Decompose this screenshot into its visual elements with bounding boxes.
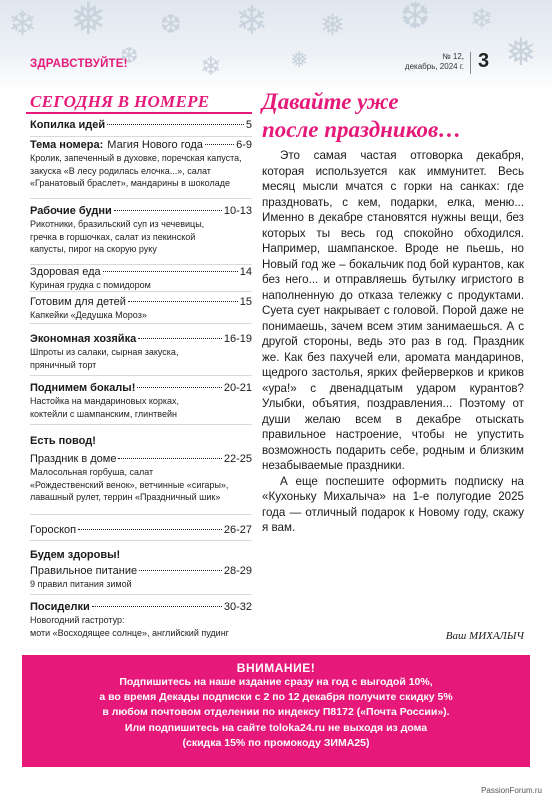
snowflake-icon: ❅ [505, 30, 537, 74]
toc-entry-title: Копилка идей [30, 119, 106, 131]
snowflake-icon: ❅ [320, 8, 346, 43]
toc-entry [30, 452, 252, 504]
divider [30, 514, 252, 515]
header-divider [470, 52, 471, 74]
toc-entry [30, 138, 252, 190]
toc-entry [30, 564, 252, 591]
toc-entry-title: Экономная хозяйка [30, 333, 137, 345]
banner-line: Подпишитесь на наше издание сразу на год с выгодой 10%, [119, 676, 433, 688]
banner-title: ВНИМАНИЕ! [236, 661, 316, 675]
toc-entry [30, 265, 252, 292]
toc-leader-dots [78, 529, 222, 530]
toc-entry-desc: Рикотники, бразильский суп из чечевицы, [30, 219, 205, 229]
divider [30, 594, 252, 595]
toc-entry-desc: Шпроты из салаки, сырная закуска, [30, 347, 179, 357]
toc-entry-title: Правильное питание [30, 565, 138, 577]
toc-entry-desc: Новогодний гастротур: [30, 615, 125, 625]
toc-entry [30, 204, 252, 256]
toc-entry [30, 381, 252, 420]
toc-entry-desc: гречка в горшочках, салат из пекинской [30, 231, 196, 242]
toc-section-title: Есть повод! [30, 435, 96, 447]
snowflake-icon: ❅ [290, 48, 309, 73]
divider [30, 136, 252, 137]
toc-entry-pages: 22-25 [223, 453, 252, 465]
toc-leader-dots [92, 606, 222, 607]
banner-line: (скидка 15% по промокоду ЗИМА25) [182, 736, 370, 749]
watermark: PassionForum.ru [481, 786, 542, 795]
toc-entry-desc: лавашный рулет, террин «Праздничный шик» [30, 492, 221, 502]
toc-leader-dots [205, 144, 234, 145]
toc-entry-desc: Капкейки «Дедушка Мороз» [30, 310, 147, 320]
toc-leader-dots [114, 210, 222, 211]
toc-leader-dots [103, 271, 238, 272]
article-paragraph: А еще поспешите оформить подписку на «Кухоньку Михалыча» на 1-е полугодие 2025 года — отличный подарок к Новому году, скажу я вам. [262, 474, 524, 534]
toc-leader-dots [138, 338, 222, 339]
toc-entry-title: Тема номера: [30, 139, 104, 151]
toc-entry [30, 295, 252, 322]
divider [30, 540, 252, 541]
snowflake-icon: ❆ [400, 0, 431, 37]
toc-entry-desc: закуска «В лесу родилась елочка...», салат [30, 165, 211, 176]
toc-entry-pages: 28-29 [223, 565, 252, 577]
toc-entry-pages: 5 [245, 119, 252, 131]
issue-date: декабрь, 2024 г. [404, 62, 464, 71]
toc-entry-pages: 15 [239, 296, 252, 308]
banner-line: а во время Декады подписки с 2 по 12 декабря получите скидку 5% [99, 691, 453, 704]
greeting-label: ЗДРАВСТВУЙТЕ! [30, 58, 128, 70]
toc-section [30, 548, 252, 562]
toc-entry-title: Рабочие будни [30, 205, 112, 217]
toc-entry-desc: Малосольная горбуша, салат [30, 467, 154, 477]
issue-number: № 12, [442, 52, 464, 61]
snowflake-icon: ❄ [470, 2, 494, 35]
toc-leader-dots [128, 301, 238, 302]
banner-line: в любом почтовом отделении по индексу П8172 («Почта России»). [102, 706, 450, 719]
toc-entry-desc: коктейли с шампанским, глинтвейн [30, 408, 177, 419]
toc-entry-desc: Настойка на мандариновых корках, [30, 396, 180, 406]
article-paragraph: Это самая частая отговорка декабря, которая используется как иммунитет. Весь месяц мысли мчатся с горки на санках: где праздновать, с кем, подарки, елка, меню... Именно в декабре становятся нужны вещи, без которых ты весь год спокойно обходился. Например, шампанское. Вроде не пьешь, но Новый год же – бокальчик под бой курантов, как без него... и отправляешь бутылку игристого в наполненную до отказа тележку с продуктами. Суета сует накрывает с головой. Порой даже не понимаешь, зачем всем этим занимаешься. А с другой стороны, ведь это раз в год. Праздник же. Как без пахучей ели, аромата мандаринов, щедрого застолья, ярких фейерверков и криков «ура!» с двенадцатым ударом курантов? Улыбки, объятия, поздравления... Поэтому от души желаю всем в декабре отыскать правильное настроение, чтобы не упустить возможность подарить себе, родным и близким незабываемые праздники. [262, 149, 524, 472]
toc-entry-desc: Кролик, запеченный в духовке, поречская капуста, [30, 153, 242, 163]
toc-title-underline [26, 112, 252, 114]
toc-entry-desc: 9 правил питания зимой [30, 579, 132, 589]
toc-entry-pages: 20-21 [223, 382, 252, 394]
toc-entry-title: Здоровая еда [30, 266, 101, 278]
toc-entry [30, 600, 252, 639]
divider [30, 424, 252, 425]
toc-entry-pages: 10-13 [223, 205, 252, 217]
toc-leader-dots [107, 124, 244, 125]
toc-leader-dots [139, 570, 222, 571]
toc-section-title: Будем здоровы! [30, 549, 121, 561]
toc-entry-title: Готовим для детей [30, 296, 126, 308]
toc-entry [30, 118, 252, 132]
divider [30, 375, 252, 376]
toc-entry-desc: капусты, пирог на скорую руку [30, 244, 157, 254]
toc-entry-title: Посиделки [30, 601, 90, 613]
divider [30, 323, 252, 324]
article-signature: Ваш МИХАЛЫЧ [445, 630, 524, 642]
article-title-line: Давайте уже [262, 89, 399, 114]
toc-entry-topic: Магия Нового года [107, 139, 203, 151]
article-body [262, 148, 524, 536]
snowflake-icon: ❅ [70, 0, 107, 45]
toc-entry-title: Праздник в доме [30, 453, 117, 465]
toc-entry-pages: 30-32 [223, 601, 252, 613]
issue-info [392, 52, 464, 72]
page-number: 3 [478, 50, 490, 72]
snowflake-icon: ❄ [200, 52, 222, 82]
toc-title: СЕГОДНЯ В НОМЕРЕ [30, 92, 210, 111]
toc-entry [30, 332, 252, 371]
toc-entry-title: Гороскоп [30, 524, 77, 536]
toc-entry-pages: 6-9 [236, 139, 252, 151]
article-title-line: после праздников… [262, 117, 462, 142]
toc-entry-title: Поднимем бокалы! [30, 382, 136, 394]
toc-entry-pages: 16-19 [223, 333, 252, 345]
toc-entry-pages: 26-27 [223, 524, 252, 536]
toc-entry-desc: «Гранатовый браслет», мандарины в шоколаде [30, 178, 230, 188]
snowflake-icon: ❆ [160, 10, 182, 40]
header-background [0, 0, 552, 92]
snowflake-icon: ❆ [120, 44, 139, 69]
snowflake-icon: ❄ [8, 4, 37, 44]
banner-line: Или подпишитесь на сайте toloka24.ru не выходя из дома [124, 721, 428, 734]
toc-leader-dots [137, 387, 222, 388]
toc-entry-desc: пряничный торт [30, 359, 97, 370]
divider [30, 198, 252, 199]
toc-entry-desc: моти «Восходящее солнце», английский пудинг [30, 627, 229, 638]
toc-section [30, 434, 252, 448]
toc-entry-desc: «Рождественский венок», ветчинные «сигары», [30, 479, 229, 490]
toc-entry [30, 523, 252, 537]
subscription-banner [22, 655, 530, 767]
article-title [262, 88, 524, 144]
divider [30, 291, 252, 292]
toc-entry-pages: 14 [239, 266, 252, 278]
toc-entry-desc: Куриная грудка с помидором [30, 280, 151, 290]
snowflake-icon: ❄ [235, 0, 269, 44]
toc-leader-dots [118, 458, 221, 459]
